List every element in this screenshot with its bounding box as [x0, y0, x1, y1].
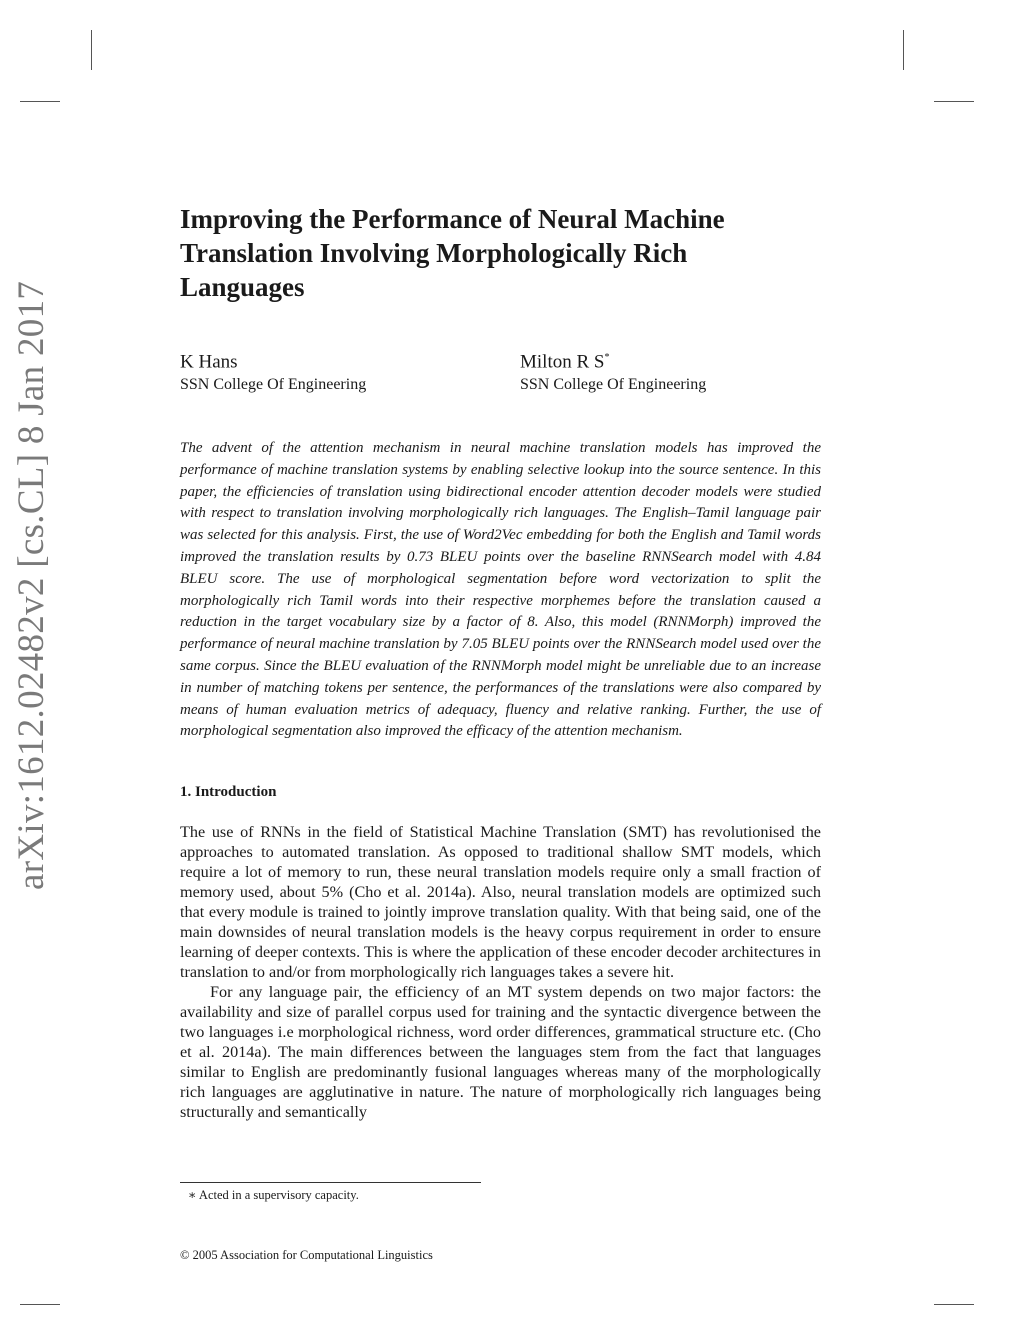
section-heading: 1. Introduction	[180, 784, 277, 800]
crop-mark-left-lower	[20, 1304, 60, 1305]
author-affiliation: SSN College Of Engineering	[520, 376, 707, 394]
crop-mark-top-right	[903, 30, 904, 70]
abstract: The advent of the attention mechanism in neural machine translation models has improved the performance of machine translation systems by enabling selective lookup into the source sentence. In this paper, the efficiencies of translation using bidirectional encoder attention decoder models were studied with respect to translation involving morphologically rich languages. The English–Tamil language pair was selected for this analysis. First, the use of Word2Vec embedding for both the English and Tamil words improved the translation results by 0.73 BLEU points over the baseline RNNSearch model with 4.84 BLEU score. The use of morphological segmentation before word vectorization to split the morphologically rich Tamil words into their respective morphemes before the translation caused a reduction in the target vocabulary size by a factor of 8. Also, this model (RNNMorph) improved the performance of neural machine translation by 7.05 BLEU points over the RNNSearch model used over the same corpus. Since the BLEU evaluation of the RNNMorph model might be unreliable due to an increase in number of matching tokens per sentence, the performances of the translations were also compared by means of human evaluation metrics of adequacy, fluency and relative ranking. Further, the use of morphological segmentation also improved the efficacy of the attention mechanism.	[180, 440, 821, 740]
author-name: Milton R S*	[520, 351, 610, 373]
paper-title: Improving the Performance of Neural Machine Translation Involving Morphologically Rich Languages	[180, 204, 725, 302]
paragraph: The use of RNNs in the field of Statistical Machine Translation (SMT) has revolutionised the approaches to automated translation. As opposed to traditional shallow SMT models, which require a lot of memory to run, these neural translation models require only a small fraction of memory used, about 5% (Cho et al. 2014a). Also, neural translation models are optimized such that every module is trained to jointly improve translation quality. With that being said, one of the main downsides of neural translation models is the heavy corpus requirement in order to ensure learning of deeper contexts. This is where the application of these encoder decoder architectures in translation to and/or from morphologically rich languages takes a severe hit.	[180, 823, 821, 981]
footnote-marker: *	[604, 352, 610, 363]
crop-mark-left-upper	[20, 101, 60, 102]
arxiv-identifier: arXiv:1612.02482v2 [cs.CL] 8 Jan 2017	[11, 280, 52, 890]
footnote: ∗ Acted in a supervisory capacity.	[188, 1188, 359, 1202]
author-block-1	[180, 347, 366, 396]
paragraph: For any language pair, the efficiency of an MT system depends on two major factors: the availability and size of parallel corpus used for training and the syntactic divergence between the two languages i.e morphological richness, word order differences, grammatical structure etc. (Cho et al. 2014a). The main differences between the languages stem from the fact that languages similar to English are predominantly fusional languages whereas many of the morphologically rich languages are agglutinative in nature. The nature of morphologically rich languages being structurally and semantically	[180, 983, 821, 1121]
crop-mark-top-left	[91, 30, 92, 70]
crop-mark-right-lower	[934, 1304, 974, 1305]
section-body	[180, 822, 821, 1122]
copyright-notice: © 2005 Association for Computational Linguistics	[180, 1248, 433, 1262]
footnote-rule	[180, 1182, 481, 1183]
author-name: K Hans	[180, 351, 238, 373]
author-block-2	[520, 347, 706, 396]
author-affiliation: SSN College Of Engineering	[180, 376, 367, 394]
crop-mark-right-upper	[934, 101, 974, 102]
